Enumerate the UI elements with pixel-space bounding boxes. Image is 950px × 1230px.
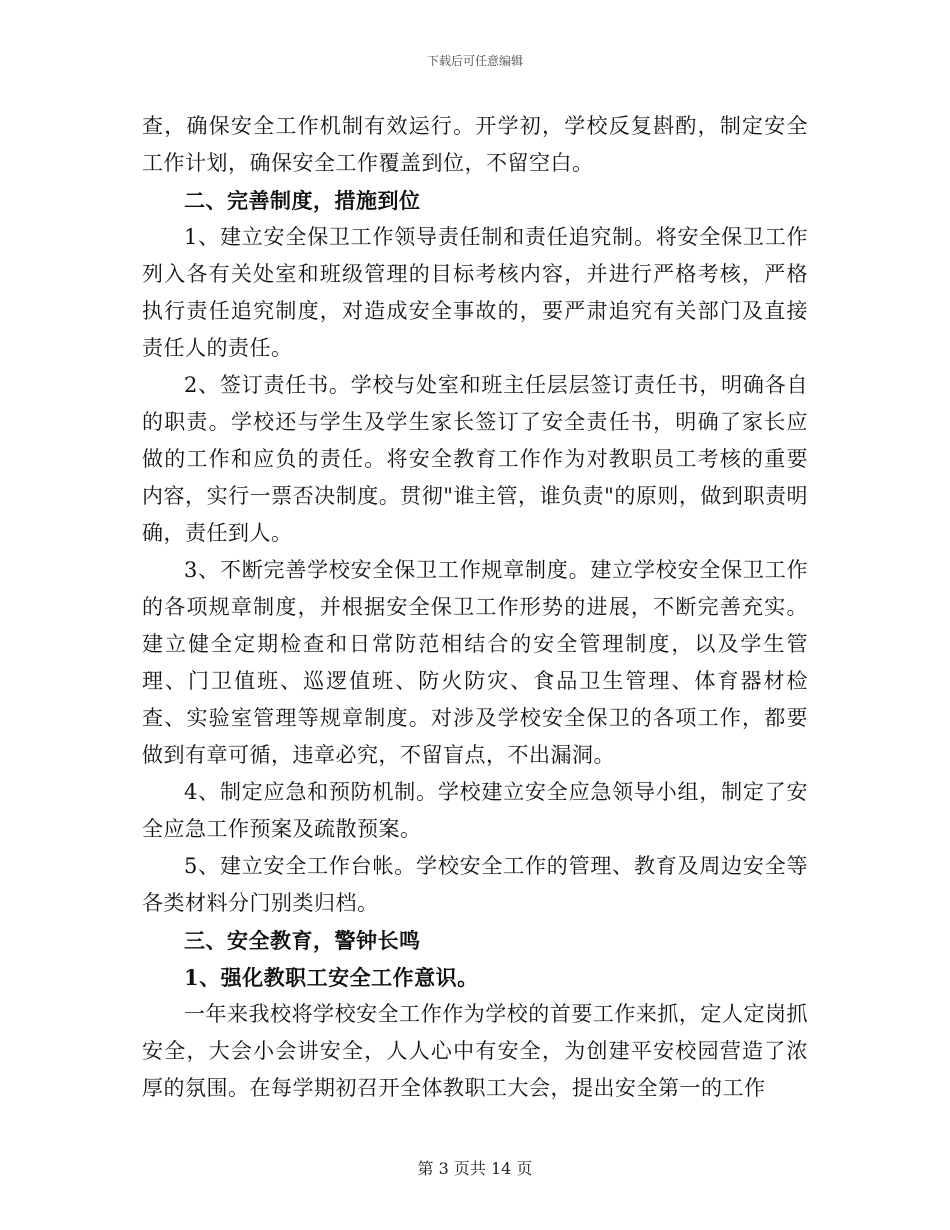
paragraph: 一年来我校将学校安全工作作为学校的首要工作来抓，定人定岗抓安全，大会小会讲安全，人人心中有安全，为创建平安校园营造了浓厚的氛围。在每学期初召开全体教职工大会，提出安全第一的工作 [142,1002,808,1100]
paragraph: 4、制定应急和预防机制。学校建立安全应急领导小组，制定了安全应急工作预案及疏散预案。 [142,780,808,841]
section-heading: 二、完善制度，措施到位 [184,188,421,213]
page-header: 下载后可任意编辑 [426,54,523,68]
paragraph: 1、建立安全保卫工作领导责任制和责任追究制。将安全保卫工作列入各有关处室和班级管理的目标考核内容，并进行严格考核，严格执行责任追究制度，对造成安全事故的，要严肃追究有关部门及直接责任人的责任。 [142,225,808,360]
section-heading: 三、安全教育，警钟长鸣 [184,928,421,953]
paragraph: 3、不断完善学校安全保卫工作规章制度。建立学校安全保卫工作的各项规章制度，并根据安全保卫工作形势的进展，不断完善充实。建立健全定期检查和日常防范相结合的安全管理制度，以及学生管理、门卫值班、巡逻值班、防火防灾、食品卫生管理、体育器材检查、实验室管理等规章制度。对涉及学校安全保卫的各项工作，都要做到有章可循，违章必究，不留盲点，不出漏洞。 [142,558,808,767]
subsection-heading: 1、强化教职工安全工作意识。 [184,965,479,990]
paragraph: 2、签订责任书。学校与处室和班主任层层签订责任书，明确各自的职责。学校还与学生及学生家长签订了安全责任书，明确了家长应做的工作和应负的责任。将安全教育工作作为对教职员工考核的重要内容，实行一票否决制度。贯彻"谁主管，谁负责"的原则，做到职责明确，责任到人。 [142,373,808,545]
document-body [142,108,808,1107]
paragraph: 5、建立安全工作台帐。学校安全工作的管理、教育及周边安全等各类材料分门别类归档。 [142,854,808,915]
paragraph: 查，确保安全工作机制有效运行。开学初，学校反复斟酌，制定安全工作计划，确保安全工作覆盖到位，不留空白。 [142,114,808,175]
page-footer: 第 3 页共 14 页 [417,1159,533,1178]
